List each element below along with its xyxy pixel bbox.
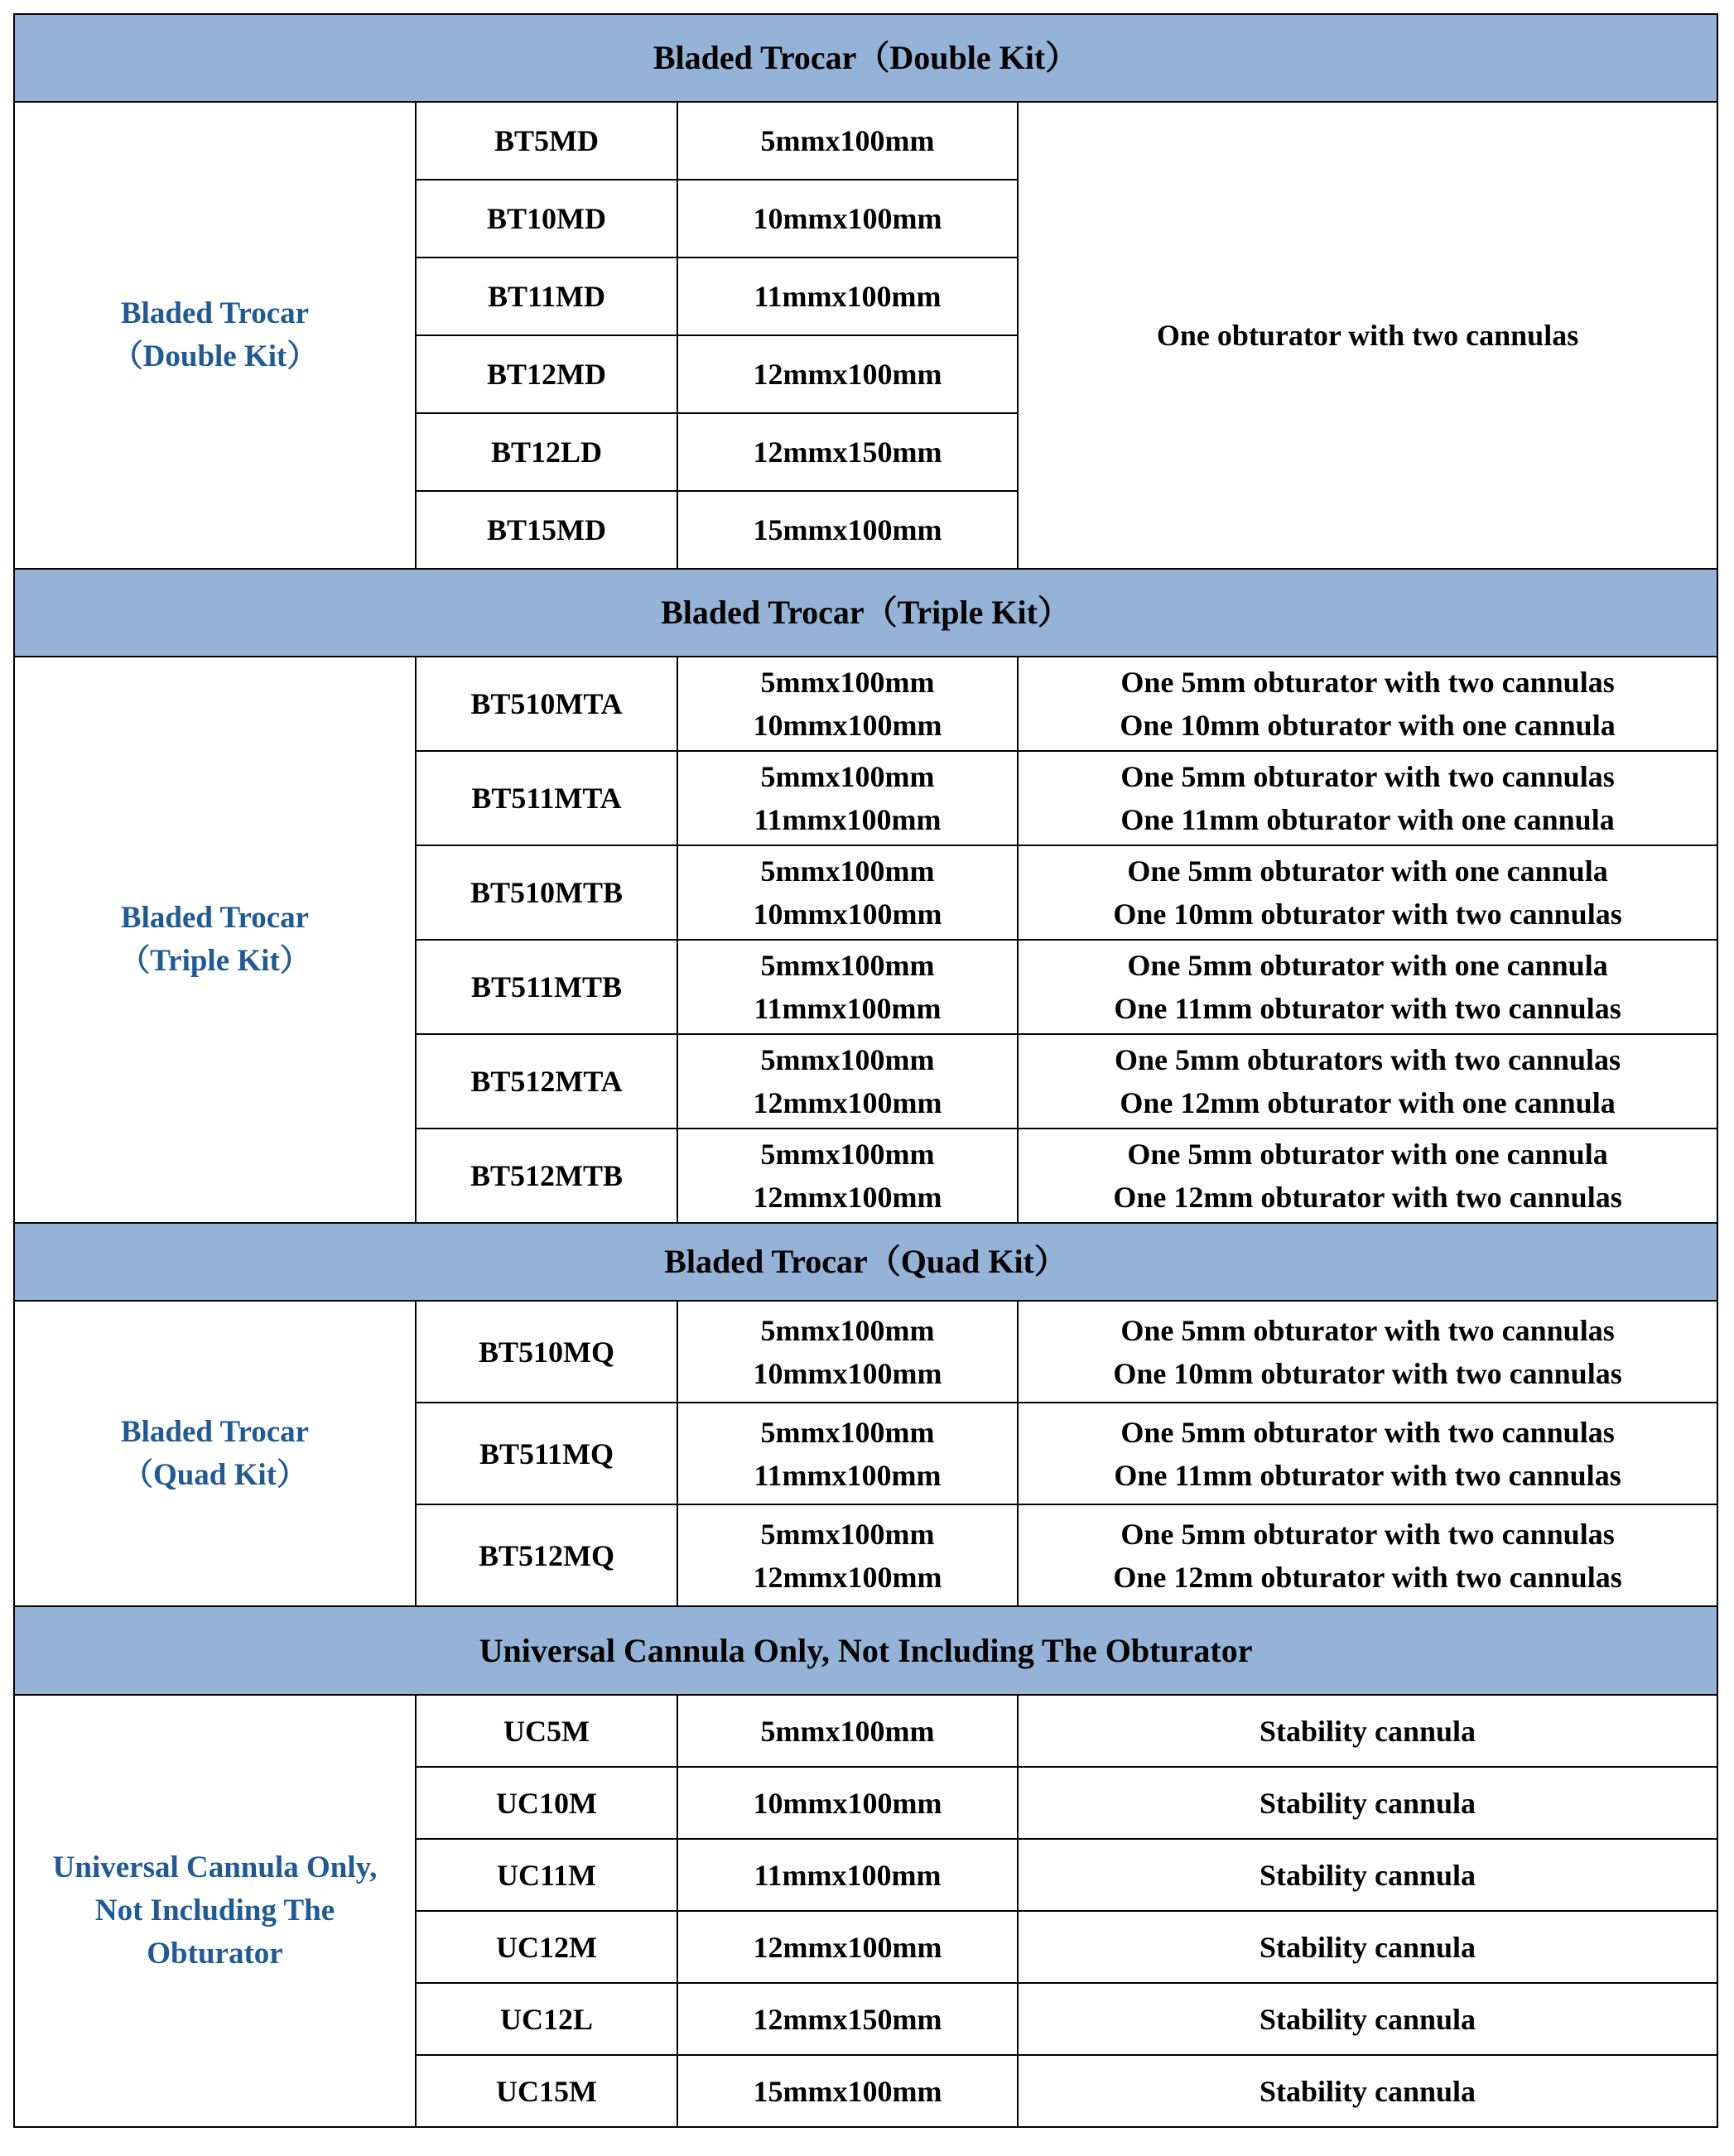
product-code: BT10MD (416, 180, 677, 257)
size-line: 5mmx100mm (760, 760, 935, 793)
product-code: BT12MD (416, 335, 677, 413)
product-size: 11mmx100mm (677, 257, 1018, 335)
size-line: 12mmx100mm (753, 1086, 942, 1119)
product-code: UC5M (416, 1695, 677, 1767)
product-size: 12mmx150mm (677, 1983, 1018, 2055)
product-code: UC12M (416, 1911, 677, 1983)
desc-line: One 10mm obturator with one cannula (1120, 709, 1616, 742)
section-header-universal (14, 1606, 1717, 1695)
product-size (677, 845, 1018, 940)
table-row (14, 1695, 1717, 1767)
section-title-universal: Universal Cannula Only, Not Including The Obturator (14, 1606, 1717, 1695)
desc-line: One 5mm obturator with one cannula (1127, 854, 1608, 888)
section-title-double: Bladed Trocar（Double Kit） (14, 14, 1717, 102)
table-row (14, 102, 1717, 180)
size-line: 5mmx100mm (760, 1517, 935, 1551)
product-size (677, 657, 1018, 751)
desc-line: One 11mm obturator with two cannulas (1114, 992, 1621, 1025)
desc-line: One 10mm obturator with two cannulas (1113, 898, 1622, 931)
desc-line: One 10mm obturator with two cannulas (1113, 1356, 1622, 1390)
product-code: BT5MD (416, 102, 677, 180)
product-description: Stability cannula (1018, 1695, 1717, 1767)
product-code: BT512MTA (416, 1034, 677, 1129)
group-label-line: Bladed Trocar (120, 296, 310, 330)
desc-line: One 5mm obturator with two cannulas (1120, 760, 1615, 793)
product-code: BT11MD (416, 257, 677, 335)
desc-line: One 12mm obturator with two cannulas (1113, 1560, 1622, 1594)
group-label-line: Obturator (147, 1937, 283, 1971)
desc-line: One 5mm obturator with two cannulas (1120, 1517, 1615, 1551)
product-size: 12mmx150mm (677, 413, 1018, 491)
size-line: 10mmx100mm (753, 709, 942, 742)
size-line: 10mmx100mm (753, 898, 942, 931)
product-size: 11mmx100mm (677, 1839, 1018, 1911)
product-description: Stability cannula (1018, 1767, 1717, 1839)
size-line: 5mmx100mm (760, 854, 935, 888)
product-code: BT510MTB (416, 845, 677, 940)
section-header-double (14, 14, 1717, 102)
product-code: BT512MQ (416, 1504, 677, 1606)
product-size: 10mmx100mm (677, 1767, 1018, 1839)
product-code: BT15MD (416, 491, 677, 569)
desc-line: One 5mm obturator with two cannulas (1120, 666, 1615, 699)
product-table (13, 13, 1718, 2128)
size-line: 5mmx100mm (760, 1415, 935, 1449)
product-code: BT511MTA (416, 751, 677, 845)
group-label-universal (14, 1695, 416, 2127)
product-description (1018, 1403, 1717, 1504)
product-description (1018, 1034, 1717, 1129)
size-line: 12mmx100mm (753, 1560, 942, 1594)
product-code: BT512MTB (416, 1129, 677, 1223)
product-size: 15mmx100mm (677, 2055, 1018, 2127)
size-line: 11mmx100mm (754, 992, 942, 1025)
product-description (1018, 1301, 1717, 1403)
double-kit-description: One obturator with two cannulas (1018, 102, 1717, 569)
product-code: BT510MTA (416, 657, 677, 751)
product-description (1018, 1504, 1717, 1606)
size-line: 5mmx100mm (760, 1313, 935, 1347)
table-row (14, 657, 1717, 751)
product-description: Stability cannula (1018, 1839, 1717, 1911)
product-size: 5mmx100mm (677, 102, 1018, 180)
section-title-triple: Bladed Trocar（Triple Kit） (14, 569, 1717, 657)
size-line: 11mmx100mm (754, 1458, 942, 1492)
group-label-line: Bladed Trocar (120, 1414, 310, 1449)
group-label-line: （Triple Kit） (119, 944, 311, 978)
product-description: Stability cannula (1018, 1983, 1717, 2055)
product-code: UC10M (416, 1767, 677, 1839)
product-description (1018, 845, 1717, 940)
desc-line: One 5mm obturators with two cannulas (1115, 1043, 1621, 1076)
group-label-triple (14, 657, 416, 1223)
group-label-line: Bladed Trocar (120, 901, 310, 935)
group-label-line: （Double Kit） (112, 339, 318, 373)
group-label-line: （Quad Kit） (122, 1457, 308, 1492)
size-line: 5mmx100mm (760, 1043, 935, 1076)
size-line: 5mmx100mm (760, 949, 935, 982)
product-code: BT511MQ (416, 1403, 677, 1504)
product-code: UC15M (416, 2055, 677, 2127)
product-size (677, 1129, 1018, 1223)
section-title-quad: Bladed Trocar（Quad Kit） (14, 1223, 1717, 1301)
size-line: 5mmx100mm (760, 666, 935, 699)
product-size (677, 1034, 1018, 1129)
desc-line: One 5mm obturator with one cannula (1127, 1138, 1608, 1171)
product-size (677, 1504, 1018, 1606)
product-description (1018, 1129, 1717, 1223)
desc-line: One 12mm obturator with one cannula (1120, 1086, 1616, 1119)
product-size: 15mmx100mm (677, 491, 1018, 569)
product-size (677, 1403, 1018, 1504)
section-header-quad (14, 1223, 1717, 1301)
product-description (1018, 940, 1717, 1034)
size-line: 12mmx100mm (753, 1181, 942, 1214)
group-label-double (14, 102, 416, 569)
product-size: 12mmx100mm (677, 335, 1018, 413)
product-size (677, 940, 1018, 1034)
group-label-line: Not Including The (94, 1894, 335, 1927)
section-header-triple (14, 569, 1717, 657)
product-size (677, 1301, 1018, 1403)
product-size (677, 751, 1018, 845)
product-code: BT511MTB (416, 940, 677, 1034)
table-row (14, 1301, 1717, 1403)
product-code: BT510MQ (416, 1301, 677, 1403)
desc-line: One 12mm obturator with two cannulas (1113, 1181, 1622, 1214)
product-code: UC12L (416, 1983, 677, 2055)
product-description (1018, 751, 1717, 845)
product-code: BT12LD (416, 413, 677, 491)
product-size: 10mmx100mm (677, 180, 1018, 257)
size-line: 10mmx100mm (753, 1356, 942, 1390)
desc-line: One 5mm obturator with one cannula (1127, 949, 1608, 982)
group-label-line: Universal Cannula Only, (52, 1850, 378, 1884)
desc-line: One 5mm obturator with two cannulas (1120, 1313, 1615, 1347)
product-size: 12mmx100mm (677, 1911, 1018, 1983)
size-line: 5mmx100mm (760, 1138, 935, 1171)
product-description (1018, 657, 1717, 751)
product-size: 5mmx100mm (677, 1695, 1018, 1767)
group-label-quad (14, 1301, 416, 1606)
desc-line: One 5mm obturator with two cannulas (1120, 1415, 1615, 1449)
product-description: Stability cannula (1018, 1911, 1717, 1983)
desc-line: One 11mm obturator with two cannulas (1114, 1458, 1621, 1492)
product-description: Stability cannula (1018, 2055, 1717, 2127)
product-code: UC11M (416, 1839, 677, 1911)
size-line: 11mmx100mm (754, 803, 942, 836)
desc-line: One 11mm obturator with one cannula (1120, 803, 1615, 836)
